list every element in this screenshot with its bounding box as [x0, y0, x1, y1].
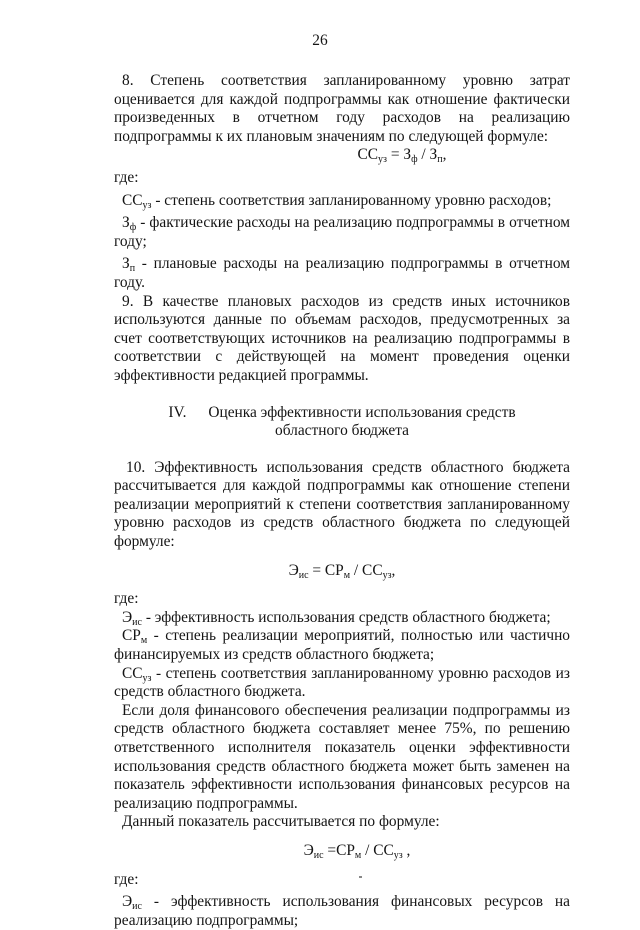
scan-speck: [359, 876, 362, 878]
definition-sr-m: $СР_м$ - степень реализации мероприятий, полностью или частично финансируемых из средств областного бюджета;: [114, 627, 570, 664]
paragraph-9: 9. В качестве плановых расходов из средств иных источников используются данные по объемам расходов, предусмотренных за счет соответствующих источников на реализацию подпрограммы в соответствии с действующей на момент проведения оценки эффективности редакцией программы.: [114, 292, 570, 384]
paragraph-11: Если доля финансового обеспечения реализации подпрограммы из средств областного бюджета составляет менее 75%, по решению ответственного исполнителя показатель оценки эффективности использования средств областного бюджета может быть заменен на показатель эффективности использования финансовых ресурсов на реализацию подпрограммы.: [114, 701, 570, 812]
definition-z-f: $З_ф$ - фактические расходы на реализацию подпрограммы в отчетном году;: [114, 214, 570, 250]
where-label-3: где:: [114, 870, 139, 888]
definition-e-is-2: $Э_{ис}$ - эффективность использования финансовых ресурсов на реализацию подпрограммы;: [114, 893, 570, 929]
paragraph-8: 8. Степень соответствия запланированному уровню затрат оценивается для каждой подпрограммы как отношение фактически произведенных в отчетном году расходов на реализацию подпрограммы к их плановым значениям по следующей формуле:: [114, 72, 570, 145]
formula-3: $Э_{ис} =СР_м / СС_{уз}$ ,: [303, 841, 411, 861]
definition-ss-uz-2: $СС_{уз}$ - степень соответствия запланированному уровню расходов из средств областного бюджета.: [114, 664, 570, 701]
definition-e-is: $Э_{ис}$ - эффективность использования средств областного бюджета;: [122, 608, 551, 628]
formula-2: $Э_{ис} = СР_м / СС_{уз}$,: [288, 561, 396, 581]
where-label-2: где:: [114, 590, 139, 608]
page-number: 26: [312, 32, 328, 49]
text-column: [114, 72, 570, 930]
definition-z-p: $З_п$ - плановые расходы на реализацию подпрограммы в отчетном году.: [114, 255, 570, 291]
formula-1: $СС_{уз} = З_ф / З_п$,: [357, 146, 447, 166]
definition-ss-uz: $СС_{уз}$ - степень соответствия запланированному уровню расходов;: [122, 191, 552, 211]
section-heading: IV. Оценка эффективности использования средств областного бюджета: [168, 403, 516, 440]
paragraph-10: 10. Эффективность использования средств областного бюджета рассчитывается для каждой подпрограммы как отношение степени реализации мероприятий к степени соответствия запланированному уровню расходов из средств областного бюджета по следующей формуле:: [114, 458, 570, 551]
where-label: где:: [114, 168, 139, 186]
paragraph-12: Данный показатель рассчитывается по формуле:: [122, 813, 440, 831]
